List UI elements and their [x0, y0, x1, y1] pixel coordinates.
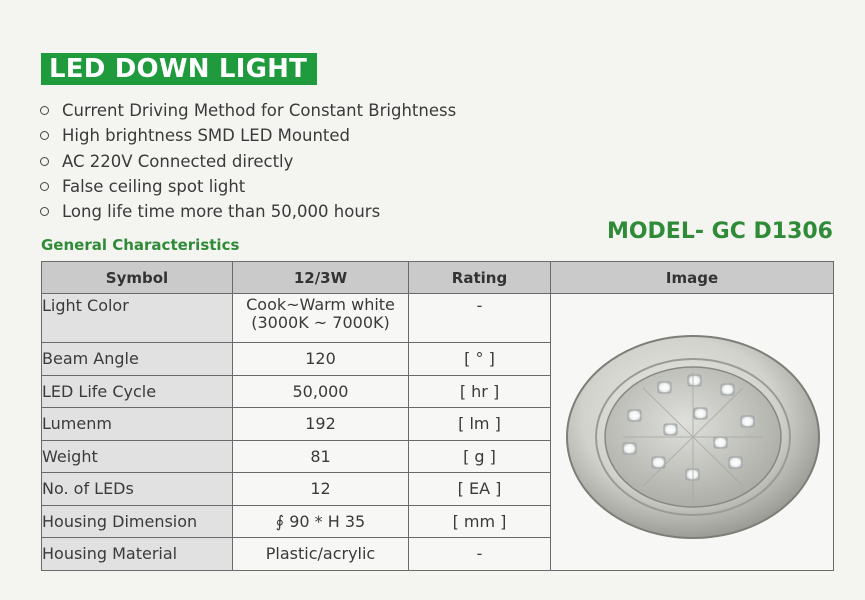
cell-rating: [ g ] — [409, 440, 551, 473]
cell-value: Plastic/acrylic — [233, 538, 409, 571]
product-image — [563, 330, 823, 544]
cell-symbol: Lumenm — [42, 408, 233, 441]
header-value: 12/3W — [233, 262, 409, 294]
cell-value: 50,000 — [233, 375, 409, 408]
feature-text: False ceiling spot light — [62, 176, 246, 196]
header-symbol: Symbol — [42, 262, 233, 294]
cell-rating: [ mm ] — [409, 505, 551, 538]
bullet-icon — [40, 207, 49, 216]
feature-text: High brightness SMD LED Mounted — [62, 126, 351, 146]
cell-symbol: LED Life Cycle — [42, 375, 233, 408]
cell-rating: [ EA ] — [409, 473, 551, 506]
cell-symbol: Housing Material — [42, 538, 233, 571]
feature-item — [40, 174, 456, 199]
model-number: MODEL- GC D1306 — [606, 219, 833, 244]
cell-rating: [ lm ] — [409, 408, 551, 441]
cell-rating: - — [409, 294, 551, 343]
cell-image — [551, 294, 834, 571]
table-header-row — [42, 262, 834, 294]
cell-value: 120 — [233, 343, 409, 376]
cell-symbol: Beam Angle — [42, 343, 233, 376]
cell-symbol: No. of LEDs — [42, 473, 233, 506]
cell-value: ∮ 90 * H 35 — [233, 505, 409, 538]
cell-value — [233, 294, 409, 343]
downlight-photo — [563, 330, 823, 540]
cell-value-line: Cook~Warm white — [246, 295, 395, 314]
cell-symbol: Weight — [42, 440, 233, 473]
cell-rating: [ hr ] — [409, 375, 551, 408]
bullet-icon — [40, 106, 49, 115]
cell-value-line: (3000K ~ 7000K) — [251, 313, 390, 332]
feature-list — [40, 98, 456, 224]
header-rating: Rating — [409, 262, 551, 294]
feature-text: Current Driving Method for Constant Brightness — [62, 101, 457, 120]
header-image: Image — [551, 262, 834, 294]
spec-table — [41, 261, 834, 571]
cell-rating: [ ° ] — [409, 343, 551, 376]
feature-item — [40, 98, 456, 123]
cell-value: 192 — [233, 408, 409, 441]
feature-item — [40, 123, 456, 148]
feature-text: AC 220V Connected directly — [62, 151, 294, 171]
bullet-icon — [40, 157, 49, 166]
table-row — [42, 294, 834, 343]
cell-symbol: Light Color — [42, 294, 233, 343]
feature-text: Long life time more than 50,000 hours — [62, 202, 381, 222]
cell-value: 81 — [233, 440, 409, 473]
bullet-icon — [40, 182, 49, 191]
cell-symbol: Housing Dimension — [42, 505, 233, 538]
cell-rating: - — [409, 538, 551, 571]
feature-item — [40, 149, 456, 174]
cell-value: 12 — [233, 473, 409, 506]
section-heading: General Characteristics — [41, 236, 240, 254]
bullet-icon — [40, 131, 49, 140]
feature-item — [40, 199, 456, 224]
page-title: LED DOWN LIGHT — [41, 53, 317, 85]
